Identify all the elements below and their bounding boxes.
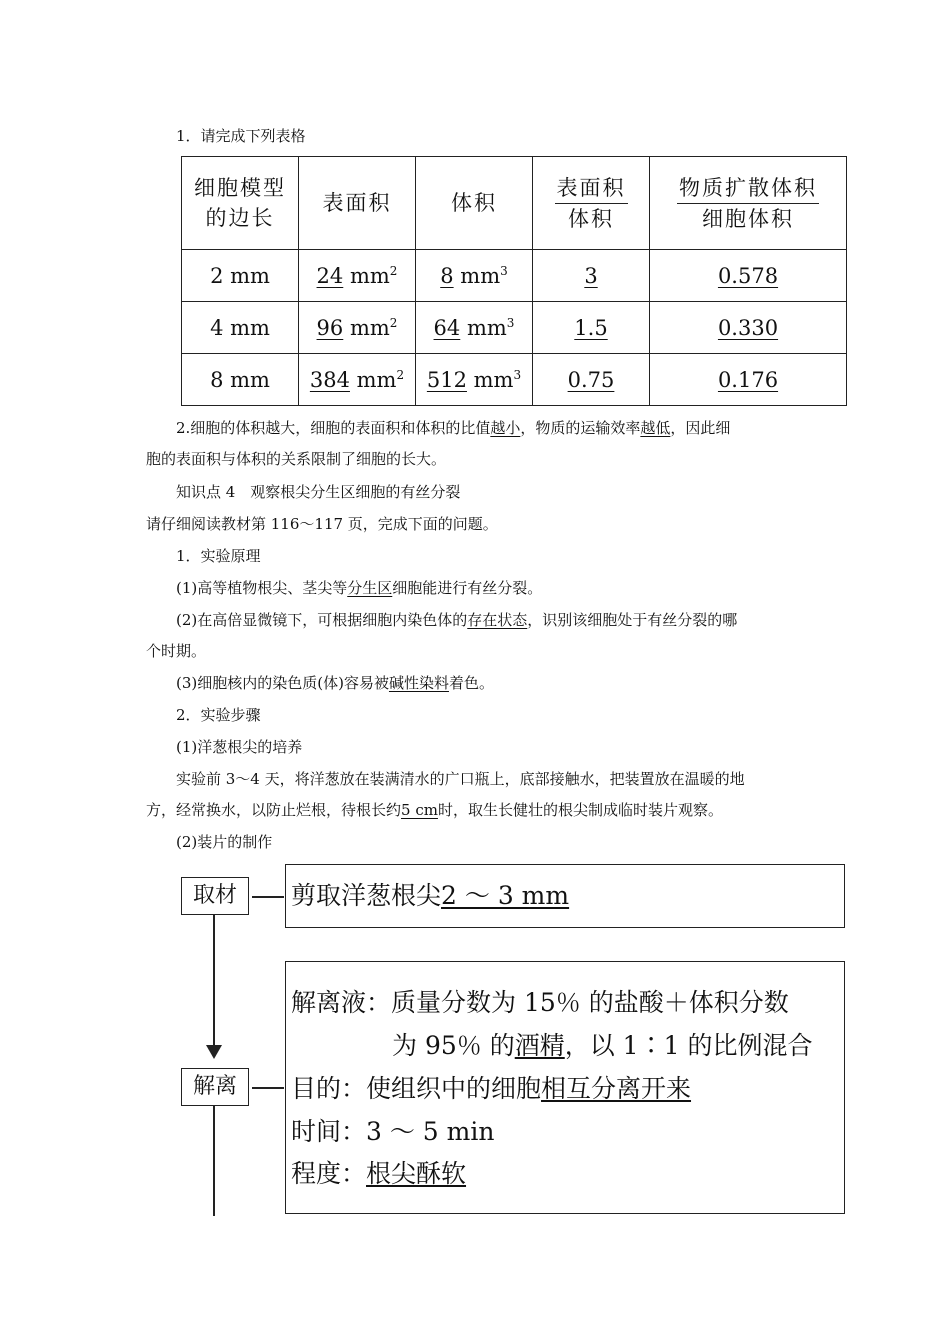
area-answer: 384	[309, 367, 350, 392]
ratio-answer: 3	[584, 263, 598, 288]
p2-text-c: ，物质的运输效率	[520, 419, 641, 437]
side-cell: 2 mm	[182, 250, 299, 302]
culture-text-d: 时，取生长健壮的根尖制成临时装片观察。	[437, 801, 723, 819]
step-label-dissociation: 解离	[181, 1068, 249, 1106]
p2-answer-2: 越低	[640, 419, 671, 437]
degree-answer: 根尖酥软	[366, 1159, 467, 1188]
area-cell	[299, 250, 416, 302]
principle-3-text-c: 着色。	[448, 674, 494, 692]
volume-cell	[416, 250, 533, 302]
time-line: 时间：3 ～ 5 min	[291, 1117, 495, 1146]
volume-answer: 512	[426, 367, 467, 392]
p2-text-a: 2.细胞的体积越大，细胞的表面积和体积的比值	[176, 419, 491, 437]
side-cell: 8 mm	[182, 354, 299, 406]
culture-answer: 5 cm	[401, 801, 438, 819]
unit-exponent: 3	[513, 367, 522, 382]
ratio-cell	[533, 354, 650, 406]
area-unit: mm	[343, 315, 390, 340]
volume-unit: mm	[466, 367, 514, 392]
header-side-line1: 细胞模型	[194, 176, 286, 200]
diffusion-denominator: 细胞体积	[702, 206, 794, 231]
ratio-cell	[533, 302, 650, 354]
ratio-denominator: 体积	[568, 206, 614, 231]
area-cell	[299, 302, 416, 354]
volume-answer: 64	[433, 315, 461, 340]
take-amount-answer: 2 ～ 3 mm	[441, 881, 570, 910]
connector-dash	[252, 896, 284, 898]
header-side-length	[182, 157, 299, 250]
principle-1-text-c: 细胞能进行有丝分裂。	[392, 579, 543, 597]
header-surface-area	[299, 157, 416, 250]
principle-2-text-c: ，识别该细胞处于有丝分裂的哪	[527, 611, 738, 629]
principle-3-answer: 碱性染料	[388, 674, 449, 692]
liquid-answer: 酒精	[514, 1031, 565, 1060]
principle-3-text-a: (3)细胞核内的染色质(体)容易被	[176, 674, 389, 692]
paragraph-2-line-2: 胞的表面积与体积的关系限制了细胞的长大。	[146, 450, 447, 468]
diffusion-answer: 0.176	[717, 367, 779, 392]
diffusion-cell	[650, 250, 847, 302]
header-diffusion-ratio	[650, 157, 847, 250]
principle-2-text-a: (2)在高倍显微镜下，可根据细胞内染色体的	[176, 611, 468, 629]
principle-2-answer: 存在状态	[467, 611, 528, 629]
unit-exponent: 3	[506, 315, 515, 330]
unit-exponent: 3	[500, 263, 508, 278]
culture-line-2	[146, 800, 816, 820]
area-unit: mm	[349, 367, 397, 392]
liquid-text-b1: 为 95％ 的	[392, 1031, 515, 1060]
principle-1-text-a: (1)高等植物根尖、茎尖等	[176, 579, 348, 597]
table-header-row	[182, 157, 847, 250]
principle-1-answer: 分生区	[347, 579, 393, 597]
step-2-heading: (2)装片的制作	[176, 833, 273, 851]
volume-answer: 8	[440, 263, 454, 288]
header-volume-text: 体积	[451, 191, 497, 215]
ratio-numerator: 表面积	[555, 173, 628, 204]
area-cell	[299, 354, 416, 406]
diffusion-answer: 0.330	[717, 315, 779, 340]
principle-2	[176, 610, 846, 630]
area-unit: mm	[343, 263, 390, 288]
ratio-answer: 1.5	[574, 315, 608, 340]
liquid-text-b3: ，以 1∶1 的比例混合	[564, 1031, 813, 1060]
cell-model-table	[181, 156, 847, 406]
step-label-take: 取材	[181, 877, 249, 915]
area-answer: 96	[316, 315, 344, 340]
ratio-fraction	[555, 173, 628, 234]
take-material-text	[291, 879, 569, 913]
take-text: 剪取洋葱根尖	[291, 881, 442, 910]
unit-exponent: 2	[396, 367, 405, 382]
purpose-line	[291, 1072, 691, 1106]
p2-text-e: ，因此细	[670, 419, 731, 437]
flow-connector-line	[213, 915, 215, 1047]
liquid-line-2	[392, 1029, 812, 1063]
diffusion-numerator: 物质扩散体积	[677, 173, 819, 204]
connector-dash	[252, 1087, 284, 1089]
degree-text: 程度：	[291, 1159, 367, 1188]
degree-line	[291, 1157, 466, 1191]
culture-text-b: 方，经常换水，以防止烂根，待根长约	[146, 801, 402, 819]
diffusion-fraction	[677, 173, 819, 234]
header-area-volume-ratio	[533, 157, 650, 250]
question-1-title: 1．请完成下列表格	[176, 127, 306, 145]
volume-unit: mm	[460, 315, 507, 340]
principle-3	[176, 673, 846, 693]
unit-exponent: 2	[389, 263, 398, 278]
unit-exponent: 2	[389, 315, 398, 330]
header-volume	[416, 157, 533, 250]
volume-cell	[416, 302, 533, 354]
culture-line-1: 实验前 3～4 天，将洋葱放在装满清水的广口瓶上，底部接触水，把装置放在温暖的地	[176, 770, 745, 788]
header-side-line2: 的边长	[205, 206, 275, 230]
reading-instruction: 请仔细阅读教材第 116～117 页，完成下面的问题。	[146, 515, 498, 533]
section-2-heading: 2．实验步骤	[176, 706, 261, 724]
ratio-cell	[533, 250, 650, 302]
section-1-heading: 1．实验原理	[176, 547, 261, 565]
purpose-text: 目的：使组织中的细胞	[291, 1074, 542, 1103]
knowledge-point-4-heading: 知识点 4 观察根尖分生区细胞的有丝分裂	[176, 483, 461, 501]
p2-answer-1: 越小	[490, 419, 521, 437]
volume-unit: mm	[453, 263, 501, 288]
dissociation-box	[285, 961, 845, 1214]
down-arrow-icon	[206, 1045, 222, 1059]
ratio-answer: 0.75	[567, 367, 615, 392]
liquid-line-1: 解离液：质量分数为 15％ 的盐酸＋体积分数	[291, 988, 789, 1017]
diffusion-answer: 0.578	[717, 263, 779, 288]
purpose-answer: 相互分离开来	[541, 1074, 692, 1103]
take-material-box	[285, 864, 845, 928]
volume-cell	[416, 354, 533, 406]
table-row	[182, 354, 847, 406]
principle-2-line-2: 个时期。	[146, 642, 207, 660]
side-cell: 4 mm	[182, 302, 299, 354]
step-1-heading: (1)洋葱根尖的培养	[176, 738, 303, 756]
paragraph-2	[176, 418, 846, 438]
diffusion-cell	[650, 302, 847, 354]
principle-1	[176, 578, 846, 598]
area-answer: 24	[316, 263, 344, 288]
flow-connector-line-lower	[213, 1106, 215, 1216]
table-row	[182, 302, 847, 354]
header-area-text: 表面积	[322, 191, 392, 215]
table-row	[182, 250, 847, 302]
diffusion-cell	[650, 354, 847, 406]
